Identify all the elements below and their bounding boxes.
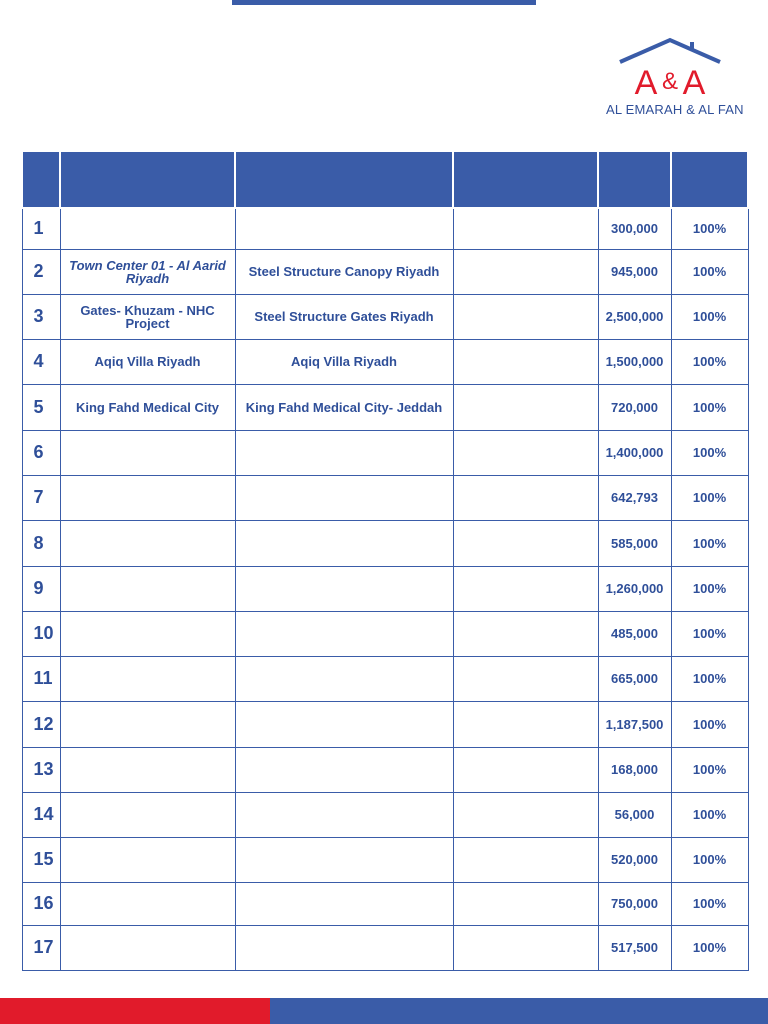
empty-cell: [453, 339, 598, 384]
empty-cell: [453, 925, 598, 970]
company-logo: [606, 34, 744, 124]
header-cell-client: [453, 151, 598, 208]
empty-cell: [453, 249, 598, 294]
project-name: [60, 792, 235, 837]
row-number: 6: [22, 430, 60, 475]
project-name: [60, 566, 235, 611]
project-name: [60, 882, 235, 925]
project-name: [60, 701, 235, 747]
header-cell-no: [22, 151, 60, 208]
completion-percent: 100%: [671, 566, 748, 611]
table-row: [22, 475, 748, 520]
row-number: 2: [22, 249, 60, 294]
project-description: [235, 925, 453, 970]
completion-percent: 100%: [671, 475, 748, 520]
project-name: [60, 475, 235, 520]
header-cell-description: [235, 151, 453, 208]
row-number: 13: [22, 747, 60, 792]
empty-cell: [453, 430, 598, 475]
project-name: [60, 208, 235, 249]
company-name: AL EMARAH & AL FAN: [606, 102, 744, 117]
project-name: [60, 837, 235, 882]
project-name: King Fahd Medical City: [60, 384, 235, 430]
project-description: [235, 611, 453, 656]
row-number: 11: [22, 656, 60, 701]
row-number: 5: [22, 384, 60, 430]
empty-cell: [453, 837, 598, 882]
project-value: 585,000: [598, 520, 671, 566]
completion-percent: 100%: [671, 792, 748, 837]
project-name: [60, 430, 235, 475]
project-value: 56,000: [598, 792, 671, 837]
empty-cell: [453, 566, 598, 611]
row-number: 15: [22, 837, 60, 882]
table-row: [22, 384, 748, 430]
table-row: [22, 294, 748, 339]
empty-cell: [453, 294, 598, 339]
project-description: [235, 701, 453, 747]
empty-cell: [453, 475, 598, 520]
project-description: [235, 837, 453, 882]
completion-percent: 100%: [671, 925, 748, 970]
house-monogram-icon: [606, 34, 736, 104]
project-description: [235, 475, 453, 520]
completion-percent: 100%: [671, 656, 748, 701]
table-row: [22, 430, 748, 475]
row-number: 1: [22, 208, 60, 249]
project-value: 520,000: [598, 837, 671, 882]
table-header-row: [22, 151, 748, 208]
table-row: [22, 208, 748, 249]
header-cell-value: [598, 151, 671, 208]
completion-percent: 100%: [671, 430, 748, 475]
project-value: 720,000: [598, 384, 671, 430]
project-value: 300,000: [598, 208, 671, 249]
project-value: 168,000: [598, 747, 671, 792]
completion-percent: 100%: [671, 837, 748, 882]
row-number: 7: [22, 475, 60, 520]
completion-percent: 100%: [671, 208, 748, 249]
empty-cell: [453, 792, 598, 837]
table-row: [22, 747, 748, 792]
table-row: [22, 566, 748, 611]
project-value: 517,500: [598, 925, 671, 970]
project-value: 2,500,000: [598, 294, 671, 339]
project-description: Steel Structure Gates Riyadh: [235, 294, 453, 339]
table-row: [22, 611, 748, 656]
empty-cell: [453, 208, 598, 249]
svg-text:&: &: [661, 68, 679, 95]
footer-red-bar: [0, 998, 270, 1024]
table-row: [22, 925, 748, 970]
project-description: King Fahd Medical City- Jeddah: [235, 384, 453, 430]
empty-cell: [453, 656, 598, 701]
project-description: [235, 882, 453, 925]
row-number: 8: [22, 520, 60, 566]
project-name: [60, 520, 235, 566]
projects-table: [21, 150, 749, 971]
project-value: 1,500,000: [598, 339, 671, 384]
project-description: [235, 208, 453, 249]
project-value: 665,000: [598, 656, 671, 701]
completion-percent: 100%: [671, 701, 748, 747]
empty-cell: [453, 882, 598, 925]
project-description: [235, 656, 453, 701]
svg-text:A: A: [634, 64, 658, 102]
completion-percent: 100%: [671, 384, 748, 430]
empty-cell: [453, 747, 598, 792]
completion-percent: 100%: [671, 882, 748, 925]
project-value: 1,187,500: [598, 701, 671, 747]
project-value: 485,000: [598, 611, 671, 656]
project-name: Aqiq Villa Riyadh: [60, 339, 235, 384]
table-row: [22, 520, 748, 566]
project-value: 642,793: [598, 475, 671, 520]
table-row: [22, 792, 748, 837]
svg-text:A: A: [682, 64, 706, 102]
table-row: [22, 249, 748, 294]
row-number: 4: [22, 339, 60, 384]
completion-percent: 100%: [671, 611, 748, 656]
project-description: [235, 792, 453, 837]
completion-percent: 100%: [671, 294, 748, 339]
row-number: 12: [22, 701, 60, 747]
completion-percent: 100%: [671, 747, 748, 792]
project-description: Aqiq Villa Riyadh: [235, 339, 453, 384]
footer-blue-bar: [270, 998, 768, 1024]
table-row: [22, 339, 748, 384]
project-description: [235, 430, 453, 475]
row-number: 10: [22, 611, 60, 656]
table-row: [22, 837, 748, 882]
project-name: Gates- Khuzam - NHC Project: [60, 294, 235, 339]
project-value: 1,400,000: [598, 430, 671, 475]
empty-cell: [453, 701, 598, 747]
completion-percent: 100%: [671, 339, 748, 384]
header-cell-completion: [671, 151, 748, 208]
row-number: 9: [22, 566, 60, 611]
row-number: 17: [22, 925, 60, 970]
project-description: [235, 747, 453, 792]
project-value: 750,000: [598, 882, 671, 925]
row-number: 3: [22, 294, 60, 339]
project-name: [60, 747, 235, 792]
top-accent-bar: [232, 0, 536, 5]
completion-percent: 100%: [671, 249, 748, 294]
header-cell-project: [60, 151, 235, 208]
project-description: [235, 566, 453, 611]
project-name: [60, 611, 235, 656]
empty-cell: [453, 520, 598, 566]
project-name: [60, 925, 235, 970]
table-row: [22, 656, 748, 701]
table-row: [22, 882, 748, 925]
table-row: [22, 701, 748, 747]
row-number: 16: [22, 882, 60, 925]
empty-cell: [453, 611, 598, 656]
project-name: Town Center 01 - Al Aarid Riyadh: [60, 249, 235, 294]
row-number: 14: [22, 792, 60, 837]
project-description: Steel Structure Canopy Riyadh: [235, 249, 453, 294]
empty-cell: [453, 384, 598, 430]
project-name: [60, 656, 235, 701]
project-value: 1,260,000: [598, 566, 671, 611]
project-description: [235, 520, 453, 566]
completion-percent: 100%: [671, 520, 748, 566]
project-value: 945,000: [598, 249, 671, 294]
